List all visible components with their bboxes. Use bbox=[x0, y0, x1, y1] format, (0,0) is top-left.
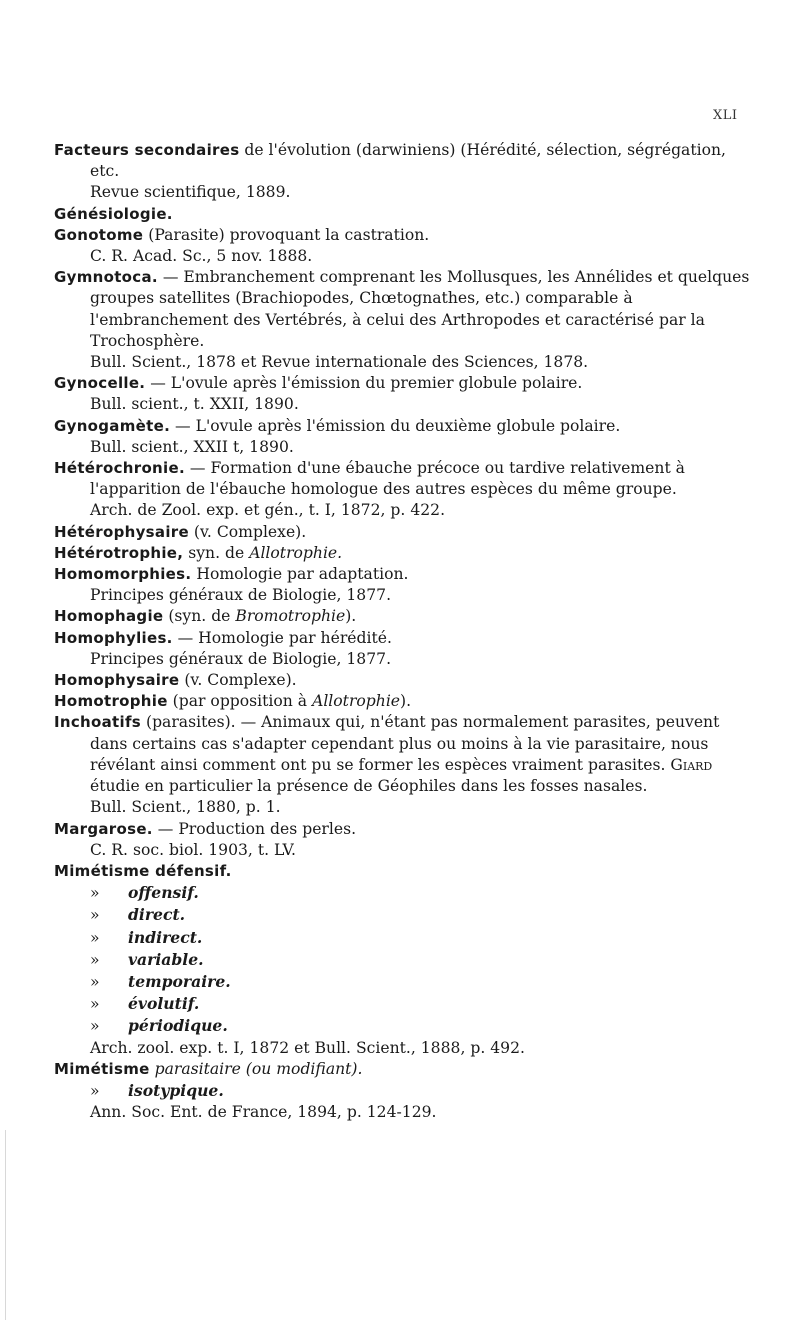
variant-row bbox=[54, 1080, 754, 1102]
glossary-text bbox=[54, 140, 754, 1123]
entry-reference: C. R. Acad. Sc., 5 nov. 1888. bbox=[90, 247, 313, 266]
variant-term: évolutif. bbox=[128, 994, 200, 1014]
entry-reference: Arch. de Zool. exp. et gén., t. I, 1872, p. 422. bbox=[90, 501, 446, 520]
entry-definition: (syn. de bbox=[163, 607, 236, 626]
entry-facteurs bbox=[54, 140, 754, 182]
author-name: Giard bbox=[670, 755, 713, 774]
entry-mimetisme-defensif bbox=[54, 861, 754, 882]
ditto-mark: » bbox=[90, 928, 100, 947]
entry-term: Gynocelle. bbox=[54, 374, 146, 393]
variant-term: indirect. bbox=[128, 927, 203, 947]
entry-definition: syn. de bbox=[183, 543, 250, 562]
entry-gynogamete bbox=[54, 416, 754, 437]
variant-term: temporaire. bbox=[128, 971, 231, 991]
entry-term: Homotrophie bbox=[54, 692, 168, 711]
entry-paren: (ou modifiant). bbox=[240, 1059, 363, 1078]
variant-term: offensif. bbox=[128, 883, 199, 903]
entry-homophysaire bbox=[54, 670, 754, 691]
entry-reference: Principes généraux de Biologie, 1877. bbox=[90, 649, 392, 668]
entry-definition-cont: étudie en particulier la présence de Géophiles dans les fosses nasales. bbox=[90, 777, 648, 796]
entry-reference: Bull. scient., t. XXII, 1890. bbox=[90, 395, 299, 414]
ditto-mark: » bbox=[90, 1081, 100, 1100]
variant-row bbox=[54, 949, 754, 971]
variant-row bbox=[54, 993, 754, 1015]
entry-term: Gynogamète. bbox=[54, 416, 171, 435]
ditto-mark: » bbox=[90, 906, 100, 925]
variant-row bbox=[54, 904, 754, 926]
entry-definition: — L'ovule après l'émission du premier globule polaire. bbox=[145, 374, 583, 393]
entry-heterochronie bbox=[54, 458, 754, 500]
entry-reference: C. R. soc. biol. 1903, t. LV. bbox=[90, 840, 297, 859]
page-edge-line bbox=[5, 1130, 9, 1320]
entry-definition: — Homologie par hérédité. bbox=[172, 628, 392, 647]
entry-homophagie bbox=[54, 606, 754, 627]
entry-term: Mimétisme bbox=[54, 1059, 150, 1078]
entry-definition: — L'ovule après l'émission du deuxième globule polaire. bbox=[170, 416, 621, 435]
entry-genesiologie bbox=[54, 204, 754, 225]
entry-term: Hétérochronie. bbox=[54, 459, 185, 478]
variant-row bbox=[54, 927, 754, 949]
entry-reference: Bull. Scient., 1878 et Revue internationale des Sciences, 1878. bbox=[90, 353, 589, 372]
entry-term: Homophylies. bbox=[54, 628, 173, 647]
entry-italic: Bromotrophie bbox=[235, 607, 346, 626]
entry-subterm: défensif. bbox=[149, 861, 232, 880]
entry-gonotome bbox=[54, 225, 754, 246]
entry-definition: (v. Complexe). bbox=[188, 522, 307, 541]
entry-term: Gonotome bbox=[54, 225, 144, 244]
entry-term: Hétérotrophie, bbox=[54, 543, 184, 562]
entry-subterm: parasitaire bbox=[149, 1059, 241, 1078]
entry-reference: Bull. Scient., 1880, p. 1. bbox=[90, 798, 281, 817]
variant-term: périodique. bbox=[128, 1016, 228, 1036]
variant-term: direct. bbox=[128, 905, 186, 925]
entry-heterophysaire bbox=[54, 522, 754, 543]
ditto-mark: » bbox=[90, 995, 100, 1014]
entry-homophylies bbox=[54, 628, 754, 649]
entry-term: Mimétisme bbox=[54, 861, 150, 880]
entry-definition: (v. Complexe). bbox=[179, 671, 297, 690]
entry-heterotrophie bbox=[54, 543, 754, 564]
ditto-mark: » bbox=[90, 972, 100, 991]
ditto-mark: » bbox=[90, 884, 100, 903]
entry-tail: ). bbox=[400, 692, 412, 711]
entry-definition: — Production des perles. bbox=[152, 819, 357, 838]
entry-margarose bbox=[54, 819, 754, 840]
variant-row bbox=[54, 882, 754, 904]
entry-italic: Allotrophie. bbox=[249, 543, 343, 562]
entry-homomorphies bbox=[54, 564, 754, 585]
ditto-mark: » bbox=[90, 950, 100, 969]
entry-gymnotoca bbox=[54, 267, 754, 352]
entry-reference: Ann. Soc. Ent. de France, 1894, p. 124-129. bbox=[90, 1103, 437, 1122]
variant-row bbox=[54, 971, 754, 993]
entry-definition: Homologie par adaptation. bbox=[191, 565, 409, 584]
page-number: XLI bbox=[713, 108, 738, 123]
variant-row bbox=[54, 1015, 754, 1037]
entry-tail: ). bbox=[345, 607, 357, 626]
entry-term: Homophagie bbox=[54, 607, 164, 626]
entry-italic: Allotrophie bbox=[312, 692, 401, 711]
ditto-mark: » bbox=[90, 1017, 100, 1036]
entry-term: Margarose. bbox=[54, 819, 153, 838]
variant-term: isotypique. bbox=[128, 1080, 224, 1100]
entry-term: Inchoatifs bbox=[54, 713, 142, 732]
entry-homotrophie bbox=[54, 691, 754, 712]
entry-definition: — Embranchement comprenant les Mollusques, les Annélides et quelques groupes satellites (Brachiopodes, Chœtognathes, etc.) comparable à l'embranchement des Vertébrés, à celui des Arthropodes et caractérisé par la Trochosphère. bbox=[90, 268, 750, 350]
entry-term: Homophysaire bbox=[54, 671, 180, 690]
entry-term: Facteurs secondaires bbox=[54, 141, 240, 159]
variant-term: variable. bbox=[128, 949, 204, 969]
entry-term: Génésiologie. bbox=[54, 204, 173, 223]
entry-reference: Arch. zool. exp. t. I, 1872 et Bull. Scient., 1888, p. 492. bbox=[90, 1038, 525, 1057]
entry-definition: de l'évolution (darwiniens) (Hérédité, sélection, ségrégation, etc. bbox=[90, 141, 726, 181]
entry-term: Homomorphies. bbox=[54, 565, 192, 584]
entry-mimetisme-parasitaire bbox=[54, 1059, 754, 1080]
entry-reference: Revue scientifique, 1889. bbox=[90, 183, 291, 202]
entry-gynocelle bbox=[54, 373, 754, 394]
entry-reference: Principes généraux de Biologie, 1877. bbox=[90, 586, 392, 605]
entry-definition: (parasites). — Animaux qui, n'étant pas normalement parasites, peuvent dans certains cas s'adapter cependant plus ou moins à la vie parasitaire, nous révélant ainsi comment ont pu se former les espèces vraiment parasites. bbox=[90, 713, 720, 774]
entry-reference: Bull. scient., XXII t, 1890. bbox=[90, 437, 294, 456]
entry-term: Gymnotoca. bbox=[54, 268, 158, 287]
entry-inchoatifs bbox=[54, 712, 754, 797]
entry-definition: — Formation d'une ébauche précoce ou tardive relativement à l'apparition de l'ébauche homologue des autres espèces du même groupe. bbox=[90, 459, 685, 499]
entry-term: Hétérophysaire bbox=[54, 522, 189, 541]
entry-definition: (Parasite) provoquant la castration. bbox=[143, 225, 430, 244]
entry-definition: (par opposition à bbox=[167, 692, 313, 711]
